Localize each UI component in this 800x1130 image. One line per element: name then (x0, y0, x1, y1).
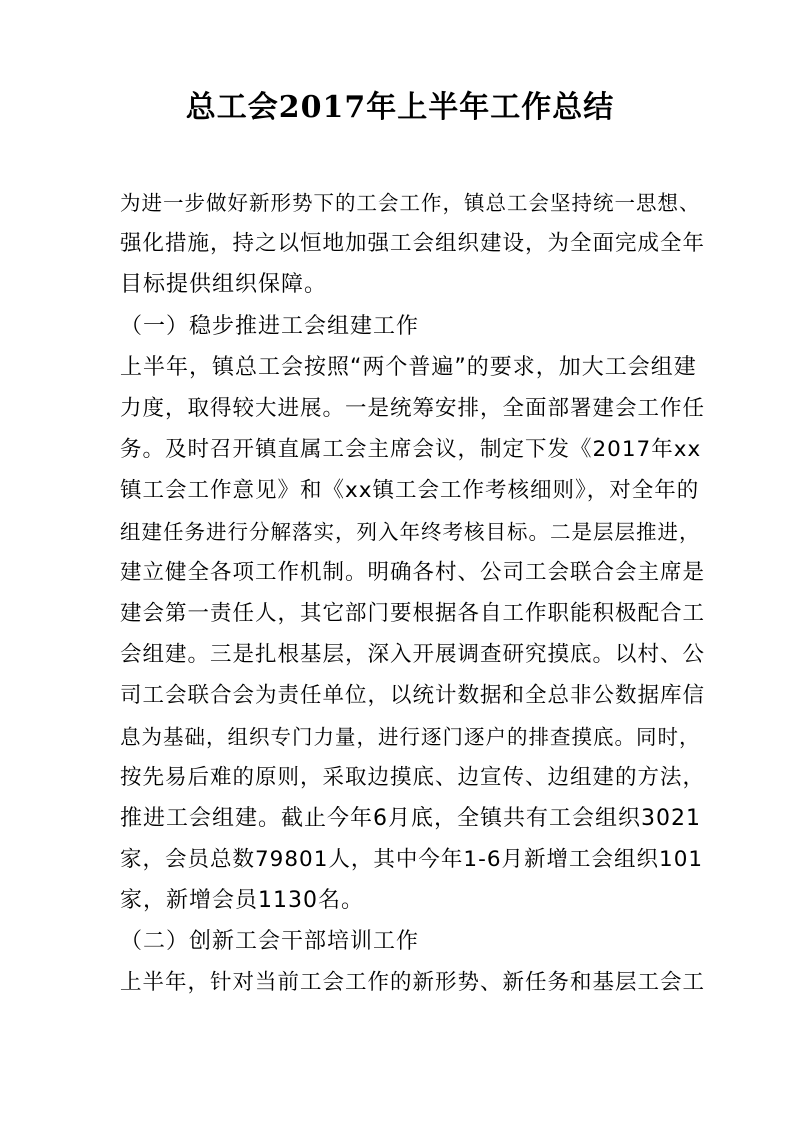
body-line: 家，会员总数79801人，其中今年1-6月新增工会组织101 (120, 847, 704, 872)
body-line: 上半年，针对当前工会工作的新形势、新任务和基层工会工 (120, 970, 706, 995)
section-heading: （二）创新工会干部培训工作 (120, 929, 420, 954)
section-heading: （一）稳步推进工会组建工作 (120, 314, 420, 339)
body-line: 上半年，镇总工会按照“两个普遍”的要求，加大工会组建 (120, 355, 697, 380)
body-line: 强化措施，持之以恒地加强工会组织建设，为全面完成全年 (120, 231, 706, 256)
body-line: 司工会联合会为责任单位，以统计数据和全总非公数据库信 (120, 683, 706, 708)
body-line: 为进一步做好新形势下的工会工作，镇总工会坚持统一思想、 (120, 191, 701, 215)
body-line: 组建任务进行分解落实，列入年终考核目标。二是层层推进， (120, 520, 701, 544)
body-line: 建立健全各项工作机制。明确各村、公司工会联合会主席是 (120, 560, 706, 585)
body-line: 力度，取得较大进展。一是统筹安排，全面部署建会工作任 (120, 396, 706, 421)
body-line: 息为基础，组织专门力量，进行逐门逐户的排查摸底。同时， (120, 725, 701, 749)
body-line: 推进工会组建。截止今年6月底，全镇共有工会组织3021 (120, 806, 701, 831)
body-line: 务。及时召开镇直属工会主席会议，制定下发《2017年xx (120, 437, 702, 462)
body-line: 建会第一责任人，其它部门要根据各自工作职能积极配合工 (120, 601, 706, 626)
body-line: 目标提供组织保障。 (120, 272, 328, 297)
document-title: 总工会2017年上半年工作总结 (185, 90, 615, 125)
body-line: 镇工会工作意见》和《xx镇工会工作考核细则》，对全年的 (120, 478, 700, 503)
body-line: 家，新增会员1130名。 (120, 888, 364, 913)
body-line: 按先易后难的原则，采取边摸底、边宣传、边组建的方法， (120, 765, 706, 790)
body-line: 会组建。三是扎根基层，深入开展调查研究摸底。以村、公 (120, 642, 706, 667)
